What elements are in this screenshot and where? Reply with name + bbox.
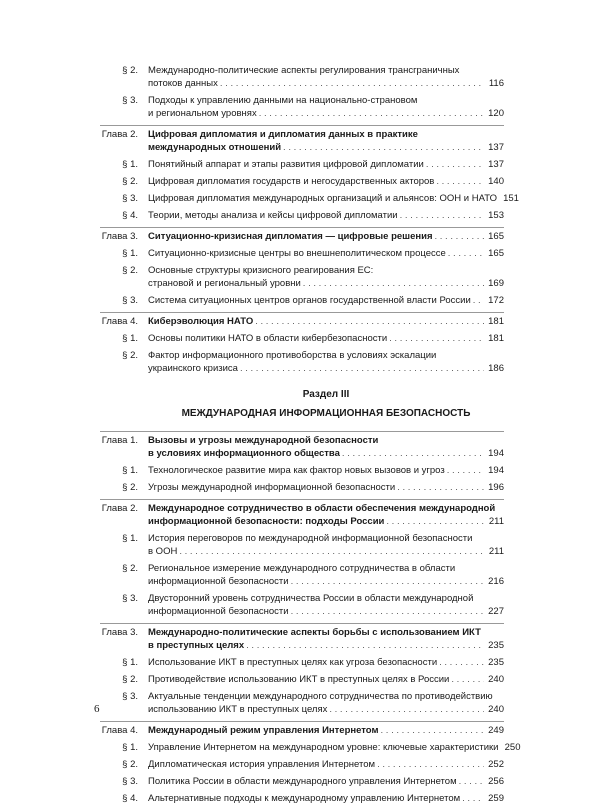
toc-entry-number: § 4. xyxy=(122,793,138,804)
toc-entry-number: Глава 4. xyxy=(101,725,138,736)
toc-entry-number: Глава 2. xyxy=(101,129,138,140)
toc-entry-number: § 3. xyxy=(122,295,138,306)
table-of-contents xyxy=(100,64,521,805)
toc-entry-title: международных отношений xyxy=(148,142,282,153)
part-label: Раздел III xyxy=(302,389,350,400)
dot-leader xyxy=(303,277,484,290)
toc-entry-title: потоков данных xyxy=(148,78,218,89)
toc-entry-number: § 3. xyxy=(122,95,138,106)
toc-section xyxy=(100,741,521,754)
dot-leader xyxy=(439,656,484,669)
toc-entry-number: § 2. xyxy=(122,759,138,770)
toc-entry-title: Дипломатическая история управления Интернетом xyxy=(148,759,376,770)
toc-page-number: 186 xyxy=(488,363,504,374)
dot-leader xyxy=(447,464,484,477)
toc-chapter xyxy=(100,227,504,243)
toc-section xyxy=(100,775,504,788)
dot-leader xyxy=(473,294,484,307)
toc-entry-title: Теории, методы анализа и кейсы цифровой дипломатии xyxy=(148,210,398,221)
dot-leader xyxy=(400,209,484,222)
toc-entry-title: Ситуационно-кризисная дипломатия — цифровые решения xyxy=(148,231,433,242)
toc-page-number: 259 xyxy=(488,793,504,804)
dot-leader xyxy=(389,332,484,345)
toc-entry-number: Глава 3. xyxy=(101,627,138,638)
toc-entry-title: в ООН xyxy=(148,546,178,557)
toc-entry-number: Глава 4. xyxy=(101,316,138,327)
toc-chapter xyxy=(100,499,504,528)
dot-leader xyxy=(381,724,484,737)
toc-entry-title: Международно-политические аспекты борьбы с использованием ИКТ xyxy=(148,627,481,638)
toc-page-number: 120 xyxy=(488,108,504,119)
toc-page-number: 194 xyxy=(488,465,504,476)
dot-leader xyxy=(342,447,484,460)
toc-entry-number: § 2. xyxy=(122,350,138,361)
toc-page-number: 137 xyxy=(488,142,504,153)
toc-entry-number: § 3. xyxy=(122,691,138,702)
toc-page-number: 116 xyxy=(488,78,504,89)
toc-section xyxy=(100,64,504,90)
toc-page-number: 172 xyxy=(488,295,504,306)
dot-leader xyxy=(451,673,484,686)
toc-entry-title: Фактор информационного противоборства в условиях эскалации xyxy=(148,350,437,361)
toc-entry-title: Основные структуры кризисного реагирования ЕС: xyxy=(148,265,374,276)
toc-entry-title: Международный режим управления Интернетом xyxy=(148,725,379,736)
toc-entry-title: Угрозы международной информационной безопасности xyxy=(148,482,396,493)
dot-leader xyxy=(426,158,484,171)
toc-page-number: 211 xyxy=(488,546,504,557)
toc-entry-title: Цифровая дипломатия международных организаций и альянсов: ООН и НАТО xyxy=(148,193,497,204)
toc-section xyxy=(100,592,504,618)
toc-entry-title: Понятийный аппарат и этапы развития цифровой дипломатии xyxy=(148,159,424,170)
toc-entry-title: в преступных целях xyxy=(148,640,245,651)
toc-entry-number: Глава 1. xyxy=(101,435,138,446)
toc-section xyxy=(100,758,504,771)
toc-section xyxy=(100,481,504,494)
dot-leader xyxy=(436,175,484,188)
toc-chapter xyxy=(100,125,504,154)
toc-page-number: 165 xyxy=(488,231,504,242)
toc-entry-title: Международно-политические аспекты регулирования трансграничных xyxy=(148,65,460,76)
dot-leader xyxy=(459,775,484,788)
toc-section xyxy=(100,690,504,716)
toc-page-number: 196 xyxy=(488,482,504,493)
toc-entry-number: § 1. xyxy=(122,742,138,753)
toc-entry-title: Региональное измерение международного сотрудничества в области xyxy=(148,563,456,574)
toc-page-number: 137 xyxy=(488,159,504,170)
dot-leader xyxy=(435,230,485,243)
toc-page-number: 181 xyxy=(488,333,504,344)
toc-section xyxy=(100,264,504,290)
toc-section xyxy=(100,94,504,120)
toc-section xyxy=(100,673,504,686)
toc-section xyxy=(100,349,504,375)
toc-section xyxy=(100,656,504,669)
dot-leader xyxy=(397,481,484,494)
toc-entry-title: украинского кризиса xyxy=(148,363,238,374)
toc-section xyxy=(100,792,504,805)
toc-entry-number: § 1. xyxy=(122,159,138,170)
toc-entry-number: § 2. xyxy=(122,563,138,574)
toc-page-number: 153 xyxy=(488,210,504,221)
toc-page-number: 227 xyxy=(488,606,504,617)
toc-section xyxy=(100,332,504,345)
toc-entry-title: Управление Интернетом на международном уровне: ключевые характеристики xyxy=(148,742,499,753)
toc-entry-title: и региональном уровнях xyxy=(148,108,257,119)
toc-entry-title: Использование ИКТ в преступных целях как угроза безопасности xyxy=(148,657,438,668)
toc-page-number: 216 xyxy=(488,576,504,587)
toc-entry-title: Альтернативные подходы к международному управлению Интернетом xyxy=(148,793,461,804)
toc-entry-number: § 3. xyxy=(122,776,138,787)
toc-section xyxy=(100,175,504,188)
dot-leader xyxy=(246,639,484,652)
toc-entry-number: § 1. xyxy=(122,657,138,668)
toc-entry-number: § 3. xyxy=(122,593,138,604)
toc-entry-title: в условиях информационного общества xyxy=(148,448,340,459)
toc-page-number: 256 xyxy=(488,776,504,787)
part-title: МЕЖДУНАРОДНАЯ ИНФОРМАЦИОННАЯ БЕЗОПАСНОСТЬ xyxy=(181,408,471,419)
dot-leader xyxy=(377,758,484,771)
toc-entry-title: Система ситуационных центров органов государственной власти России xyxy=(148,295,471,306)
toc-entry-number: § 3. xyxy=(122,193,138,204)
toc-page-number: 250 xyxy=(504,742,521,753)
toc-entry-number: § 4. xyxy=(122,210,138,221)
dot-leader xyxy=(179,545,484,558)
toc-entry-title: Цифровая дипломатия и дипломатия данных в практике xyxy=(148,129,418,140)
toc-section xyxy=(100,158,504,171)
toc-entry-number: Глава 2. xyxy=(101,503,138,514)
toc-entry-number: § 2. xyxy=(122,176,138,187)
toc-chapter xyxy=(100,431,504,460)
toc-entry-title: Двусторонний уровень сотрудничества России в области международной xyxy=(148,593,474,604)
dot-leader xyxy=(255,315,484,328)
dot-leader xyxy=(240,362,484,375)
toc-chapter xyxy=(100,623,504,652)
toc-page-number: 252 xyxy=(488,759,504,770)
toc-entry-title: Подходы к управлению данными на национально-страновом xyxy=(148,95,418,106)
toc-page-number: 181 xyxy=(488,316,504,327)
dot-leader xyxy=(220,77,484,90)
toc-entry-title: страновой и региональный уровни xyxy=(148,278,301,289)
toc-entry-title: Противодействие использованию ИКТ в преступных целях в России xyxy=(148,674,450,685)
toc-entry-title: Основы политики НАТО в области кибербезопасности xyxy=(148,333,388,344)
toc-page-number: 151 xyxy=(503,193,519,204)
toc-entry-title: Технологическое развитие мира как фактор новых вызовов и угроз xyxy=(148,465,445,476)
toc-page-number: 240 xyxy=(488,704,504,715)
page-number: 6 xyxy=(94,703,100,715)
dot-leader xyxy=(462,792,484,805)
toc-page-number: 194 xyxy=(488,448,504,459)
toc-entry-title: Актуальные тенденции международного сотрудничества по противодействию xyxy=(148,691,493,702)
toc-entry-title: информационной безопасности: подходы России xyxy=(148,516,385,527)
toc-entry-number: § 2. xyxy=(122,65,138,76)
toc-page-number: 240 xyxy=(488,674,504,685)
toc-block-part-2-end xyxy=(100,64,519,375)
toc-entry-title: информационной безопасности xyxy=(148,576,289,587)
toc-chapter xyxy=(100,721,504,737)
toc-page-number: 235 xyxy=(488,657,504,668)
toc-entry-number: § 1. xyxy=(122,533,138,544)
toc-entry-title: информационной безопасности xyxy=(148,606,289,617)
toc-entry-number: § 1. xyxy=(122,248,138,259)
toc-block-part-3 xyxy=(100,431,521,805)
dot-leader xyxy=(259,107,484,120)
toc-entry-number: Глава 3. xyxy=(101,231,138,242)
toc-section xyxy=(100,192,519,205)
toc-entry-number: § 2. xyxy=(122,482,138,493)
toc-entry-title: Политика России в области международного управления Интернетом xyxy=(148,776,457,787)
dot-leader xyxy=(291,605,484,618)
toc-page-number: 249 xyxy=(488,725,504,736)
toc-entry-title: Международное сотрудничество в области обеспечения международной xyxy=(148,503,496,514)
dot-leader xyxy=(283,141,484,154)
toc-section xyxy=(100,464,504,477)
toc-page-number: 140 xyxy=(488,176,504,187)
toc-entry-number: § 1. xyxy=(122,333,138,344)
toc-page-number: 165 xyxy=(488,248,504,259)
toc-entry-title: История переговоров по международной информационной безопасности xyxy=(148,533,473,544)
toc-entry-title: Киберэволюция НАТО xyxy=(148,316,254,327)
toc-section xyxy=(100,247,504,260)
dot-leader xyxy=(448,247,484,260)
toc-entry-title: использованию ИКТ в преступных целях xyxy=(148,704,328,715)
dot-leader xyxy=(386,515,484,528)
toc-section xyxy=(100,294,504,307)
toc-section xyxy=(100,532,504,558)
toc-chapter xyxy=(100,312,504,328)
toc-page-number: 235 xyxy=(488,640,504,651)
toc-entry-number: § 2. xyxy=(122,674,138,685)
toc-entry-number: § 2. xyxy=(122,265,138,276)
toc-entry-title: Цифровая дипломатия государств и негосударственных акторов xyxy=(148,176,435,187)
toc-entry-title: Вызовы и угрозы международной безопасности xyxy=(148,435,379,446)
toc-entry-number: § 1. xyxy=(122,465,138,476)
toc-section xyxy=(100,562,504,588)
dot-leader xyxy=(291,575,484,588)
dot-leader xyxy=(329,703,484,716)
toc-page-number: 211 xyxy=(488,516,504,527)
toc-entry-title: Ситуационно-кризисные центры во внешнеполитическом процессе xyxy=(148,248,446,259)
toc-section xyxy=(100,209,504,222)
toc-page-number: 169 xyxy=(488,278,504,289)
